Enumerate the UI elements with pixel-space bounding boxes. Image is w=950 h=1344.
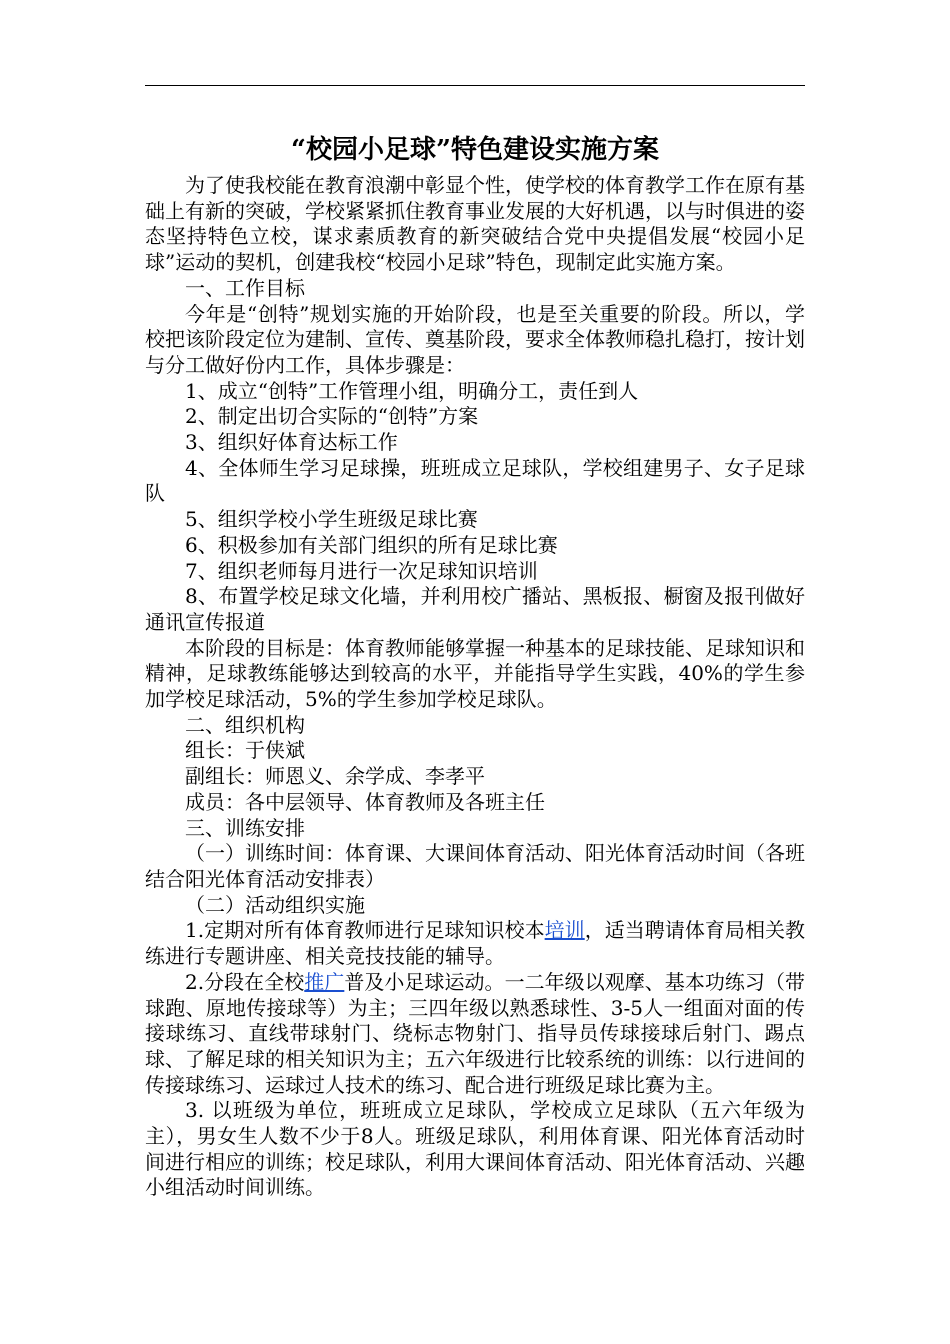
step-item: 6、积极参加有关部门组织的所有足球比赛 [185,532,558,557]
header-rule [145,85,805,86]
document-title: “校园小足球”特色建设实施方案 [291,135,659,165]
step-item: 8、布置学校足球文化墙，并利用校广播站、黑板报、橱窗及报刊做好通讯宣传报道 [145,584,805,634]
document-body [145,173,805,1201]
activity-subheading: （二）活动组织实施 [185,892,365,917]
goals-paragraph: 今年是“创特”规划实施的开始阶段，也是至关重要的阶段。所以，学校把该阶段定位为建制、宣传、奠基阶段，要求全体教师稳扎稳打，按计划与分工做好份内工作，具体步骤是： [145,301,805,377]
activity-item-1-text: 1.定期对所有体育教师进行足球知识校本 [185,918,545,943]
step-item: 2、制定出切合实际的“创特”方案 [185,404,479,429]
activity-item-1-rest: ，适当聘请体育局相关教练进行专题讲座、相关竞技技能的辅导。 [145,918,806,969]
org-deputy: 副组长：师恩义、余学成、李孝平 [185,764,485,789]
stage-goal-paragraph: 本阶段的目标是：体育教师能够掌握一种基本的足球技能、足球知识和精神，足球教练能够达到较高的水平，并能指导学生实践，40%的学生参加学校足球活动，5%的学生参加学校足球队。 [145,635,805,712]
step-item: 7、组织老师每月进行一次足球知识培训 [185,558,538,583]
activity-item-2-text: 2.分段在全校 [185,969,305,994]
promote-link[interactable]: 推广 [304,969,345,994]
training-time: （一）训练时间：体育课、大课间体育活动、阳光体育活动时间（各班结合阳光体育活动安排表） [145,841,805,891]
training-link[interactable]: 培训 [544,918,585,943]
intro-paragraph: 为了使我校能在教育浪潮中彰显个性，使学校的体育教学工作在原有基础上有新的突破，学校紧紧抓住教育事业发展的大好机遇，以与时俱进的姿态坚持特色立校，谋求素质教育的新突破结合党中央提倡发展“校园小足球”运动的契机，创建我校“校园小足球”特色，现制定此实施方案。 [145,173,805,275]
activity-item-3: 3. 以班级为单位，班班成立足球队，学校成立足球队（五六年级为主），男女生人数不少于8人。班级足球队，利用体育课、阳光体育活动时间进行相应的训练；校足球队，利用大课间体育活动、阳光体育活动、兴趣小组活动时间训练。 [145,1098,805,1200]
step-item: 5、组织学校小学生班级足球比赛 [185,507,478,532]
org-members: 成员：各中层领导、体育教师及各班主任 [185,789,545,814]
step-item: 1、成立“创特”工作管理小组，明确分工，责任到人 [185,378,639,403]
section-heading-training: 三、训练安排 [185,815,305,840]
activity-item-1 [145,918,805,969]
activity-item-2 [145,970,805,1099]
section-heading-goals: 一、工作目标 [185,275,305,300]
section-heading-organization: 二、组织机构 [185,712,305,737]
activity-item-2-rest: 普及小足球运动。一二年级以观摩、基本功练习（带球跑、原地传接球等）为主；三四年级以熟悉球性、3-5人一组面对面的传接球练习、直线带球射门、绕标志物射门、指导员传球接球后射门、踢点球、了解足球的相关知识为主；五六年级进行比较系统的训练：以行进间的传接球练习、运球过人技术的练习、配合进行班级足球比赛为主。 [145,969,805,1097]
step-item: 4、全体师生学习足球操，班班成立足球队，学校组建男子、女子足球队 [145,455,805,506]
step-item: 3、组织好体育达标工作 [185,430,398,455]
org-leader: 组长：于侠斌 [185,738,305,763]
